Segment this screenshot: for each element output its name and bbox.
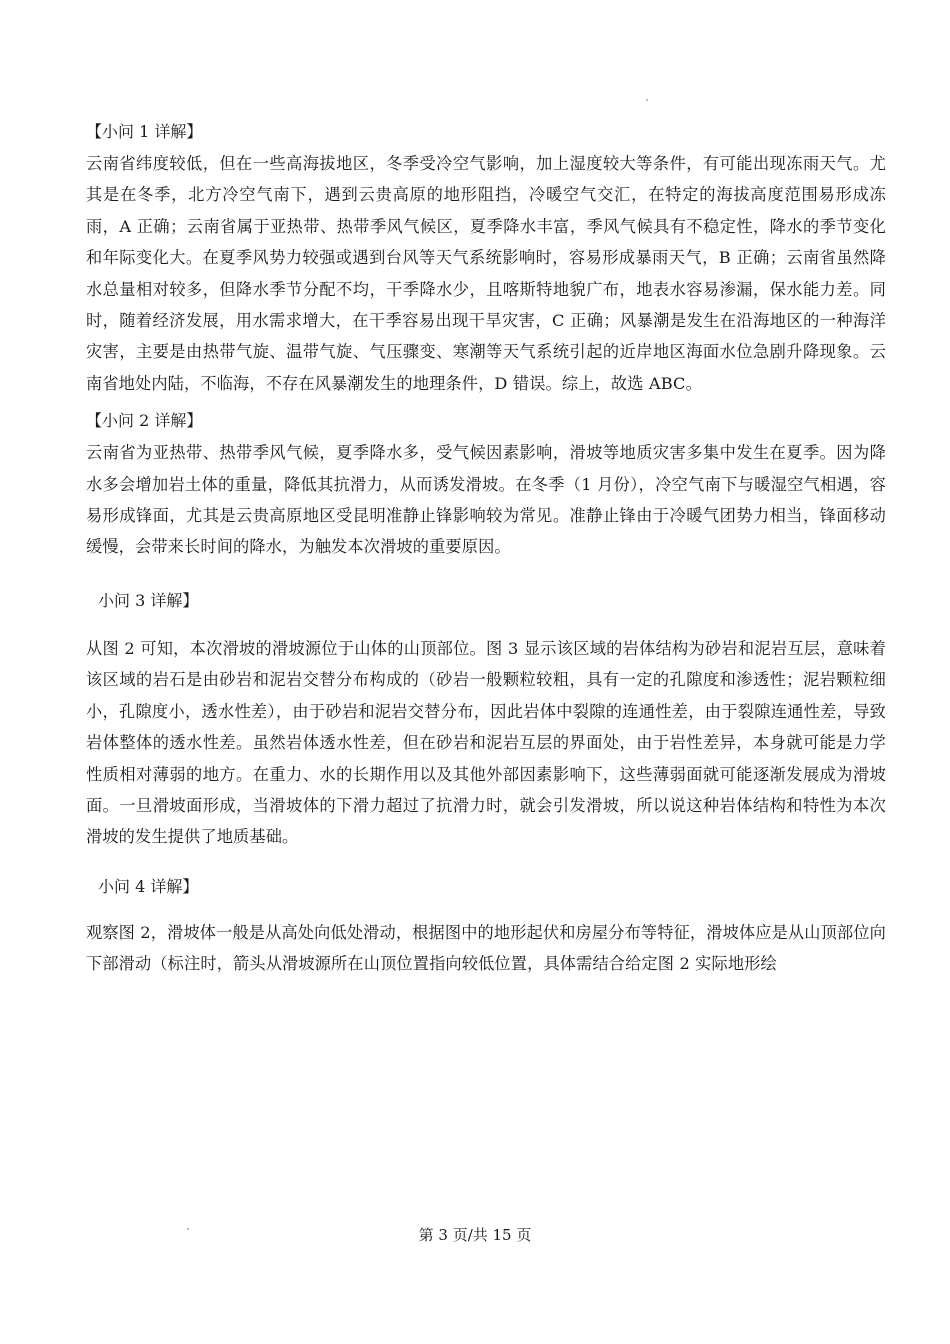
section-heading: 【小问 1 详解】 — [86, 122, 203, 141]
section-paragraph: 观察图 2，滑坡体一般是从高处向低处滑动，根据图中的地形起伏和房屋分布等特征，滑坡体应是从山顶部位向下部滑动（标注时，箭头从滑坡源所在山顶位置指向较低位置，具体需结合给定图 2 实际地形绘 — [86, 922, 886, 974]
section-heading: 小问 4 详解】 — [98, 876, 199, 896]
section-question-3 — [86, 587, 886, 853]
scan-speck — [646, 99, 648, 101]
section-question-2 — [86, 407, 886, 563]
section-question-4 — [86, 873, 886, 980]
section-heading: 小问 3 详解】 — [98, 590, 199, 610]
section-heading: 【小问 2 详解】 — [86, 411, 203, 431]
document-body — [86, 118, 886, 980]
page-number: 第 3 页/共 15 页 — [418, 1226, 532, 1244]
section-paragraph: 从图 2 可知，本次滑坡的滑坡源位于山体的山顶部位。图 3 显示该区域的岩体结构为砂岩和泥岩互层，意味着该区域的岩石是由砂岩和泥岩交替分布构成的（砂岩一般颗粒较粗，具有一定的孔隙度和渗透性；泥岩颗粒细小，孔隙度小，透水性差），由于砂岩和泥岩交替分布，因此岩体中裂隙的连通性差，由于裂隙连通性差，导致岩体整体的透水性差。虽然岩体透水性差，但在砂岩和泥岩互层的界面处，由于岩性差异，本身就可能是力学性质相对薄弱的地方。在重力、水的长期作用以及其他外部因素影响下，这些薄弱面就可能逐渐发展成为滑坡面。一旦滑坡面形成，当滑坡体的下滑力超过了抗滑力时，就会引发滑坡，所以说这种岩体结构和特性为本次滑坡的发生提供了地质基础。 — [86, 638, 886, 847]
section-question-1 — [86, 118, 886, 399]
section-paragraph: 云南省纬度较低，但在一些高海拔地区，冬季受冷空气影响，加上湿度较大等条件，有可能出现冻雨天气。尤其是在冬季，北方冷空气南下，遇到云贵高原的地形阻挡，冷暖空气交汇，在特定的海拔高度范围易形成冻雨，A 正确；云南省属于亚热带、热带季风气候区，夏季降水丰富，季风气候具有不稳定性，降水的季节变化和年际变化大。在夏季风势力较强或遇到台风等天气系统影响时，容易形成暴雨天气，B 正确；云南省虽然降水总量相对较多，但降水季节分配不均，干季降水少，且喀斯特地貌广布，地表水容易渗漏，保水能力差。同时，随着经济发展，用水需求增大，在干季容易出现干旱灾害，C 正确；风暴潮是发生在沿海地区的一种海洋灾害，主要是由热带气旋、温带气旋、气压骤变、寒潮等天气系统引起的近岸地区海面水位急剧升降现象。云南省地处内陆，不临海，不存在风暴潮发生的地理条件，D 错误。综上，故选 ABC。 — [86, 154, 886, 393]
section-paragraph: 云南省为亚热带、热带季风气候，夏季降水多，受气候因素影响，滑坡等地质灾害多集中发生在夏季。因为降水多会增加岩土体的重量，降低其抗滑力，从而诱发滑坡。在冬季（1 月份），冷空气南下与暖湿空气相遇，容易形成锋面，尤其是云贵高原地区受昆明准静止锋影响较为常见。准静止锋由于冷暖气团势力相当，锋面移动缓慢，会带来长时间的降水，为触发本次滑坡的重要原因。 — [86, 443, 886, 557]
